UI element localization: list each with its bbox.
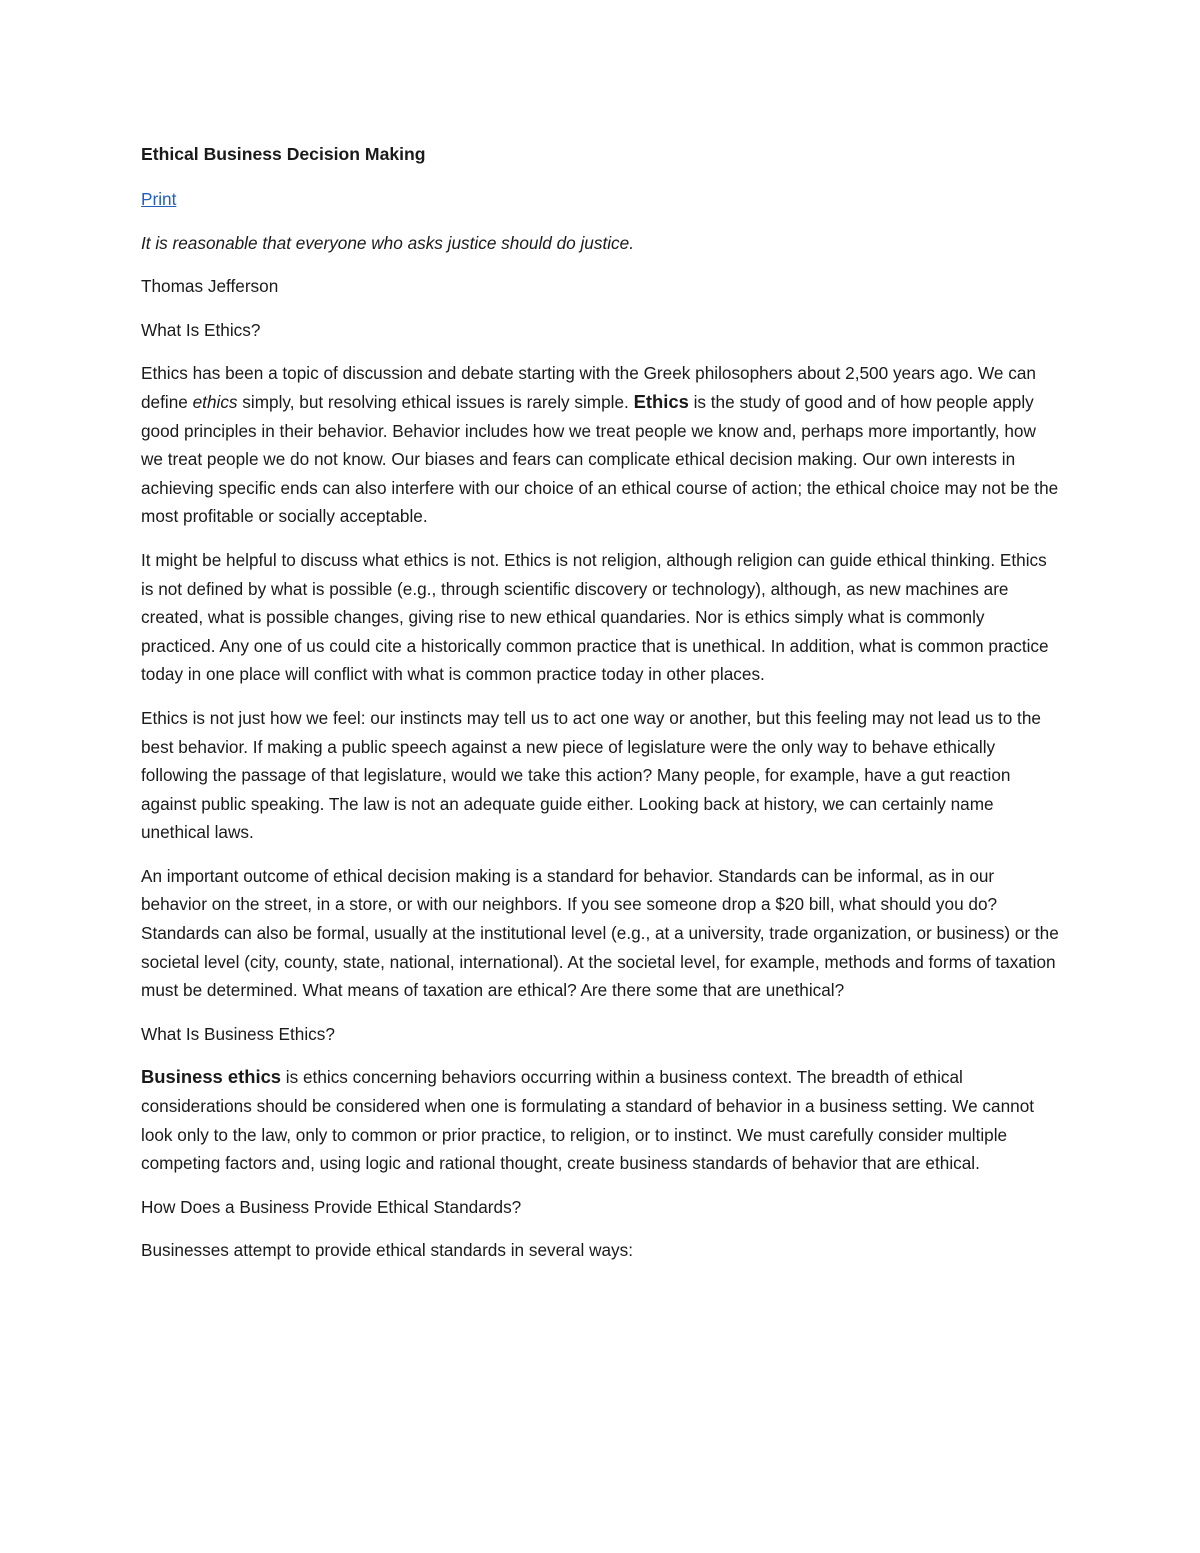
- quote-author: Thomas Jefferson: [141, 276, 279, 297]
- paragraph-standards: An important outcome of ethical decision making is a standard for behavior. Standards can be informal, as in our behavior on the street, in a store, or with our neighbors. If you see someone drop a $20 bill, what should you do? Standards can also be formal, usually at the institutional level (e.g., at a university, trade organization, or business) or the societal level (city, county, state, national, international). At the societal level, for example, methods and forms of taxation must be determined. What means of taxation are ethical? Are there some that are unethical?: [141, 865, 1059, 1001]
- paragraph-text: Ethics has been a topic of discussion and debate starting with the Greek philosophers about 2,500 years ago. We can define: [141, 363, 1036, 412]
- epigraph-quote: It is reasonable that everyone who asks justice should do justice.: [141, 232, 634, 253]
- keyword-ethics: Ethics: [633, 390, 689, 412]
- keyword-business-ethics: Business ethics: [141, 1066, 282, 1088]
- paragraph-ethics-definition: [141, 359, 1061, 531]
- print-link[interactable]: Print: [141, 189, 177, 209]
- paragraph-business-ethics: [141, 1063, 1061, 1177]
- emphasis-ethics: ethics: [192, 391, 238, 412]
- paragraph-text: is ethics concerning behaviors occurring within a business context. The breadth of ethical considerations should be considered when one is formulating a standard of behavior in a business setting. We cannot look only to the law, only to common or prior practice, to religion, or to instinct. We must carefully consider multiple competing factors and, using logic and rational thought, create business standards of behavior that are ethical.: [141, 1067, 1035, 1174]
- section-heading-business-ethics: What Is Business Ethics?: [141, 1023, 335, 1044]
- page-title: Ethical Business Decision Making: [141, 144, 426, 164]
- document-page: [141, 138, 1061, 1280]
- paragraph-text: simply, but resolving ethical issues is rarely simple.: [237, 391, 634, 412]
- paragraph-standards-intro: Businesses attempt to provide ethical standards in several ways:: [141, 1240, 634, 1261]
- paragraph-what-ethics-is-not: It might be helpful to discuss what ethics is not. Ethics is not religion, although religion can guide ethical thinking. Ethics is not defined by what is possible (e.g., through scientific discovery or technology), although, as new machines are created, what is possible changes, giving rise to new ethical quandaries. Nor is ethics simply what is commonly practiced. Any one of us could cite a historically common practice that is unethical. In addition, what is common practice today in one place will conflict with what is common practice today in other places.: [141, 549, 1049, 685]
- section-heading-what-is-ethics: What Is Ethics?: [141, 319, 261, 340]
- paragraph-feelings-and-law: Ethics is not just how we feel: our instincts may tell us to act one way or another, but this feeling may not lead us to the best behavior. If making a public speech against a new piece of legislature were the only way to behave ethically following the passage of that legislature, would we take this action? Many people, for example, have a gut reaction against public speaking. The law is not an adequate guide either. Looking back at history, we can certainly name unethical laws.: [141, 707, 1041, 843]
- paragraph-text: is the study of good and of how people apply good principles in their behavior. Behavior includes how we treat people we know and, perhaps more importantly, how we treat people we do not know. Our biases and fears can complicate ethical decision making. Our own interests in achieving specific ends can also interfere with our choice of an ethical course of action; the ethical choice may not be the most profitable or socially acceptable.: [141, 391, 1059, 527]
- section-heading-ethical-standards: How Does a Business Provide Ethical Standards?: [141, 1196, 522, 1217]
